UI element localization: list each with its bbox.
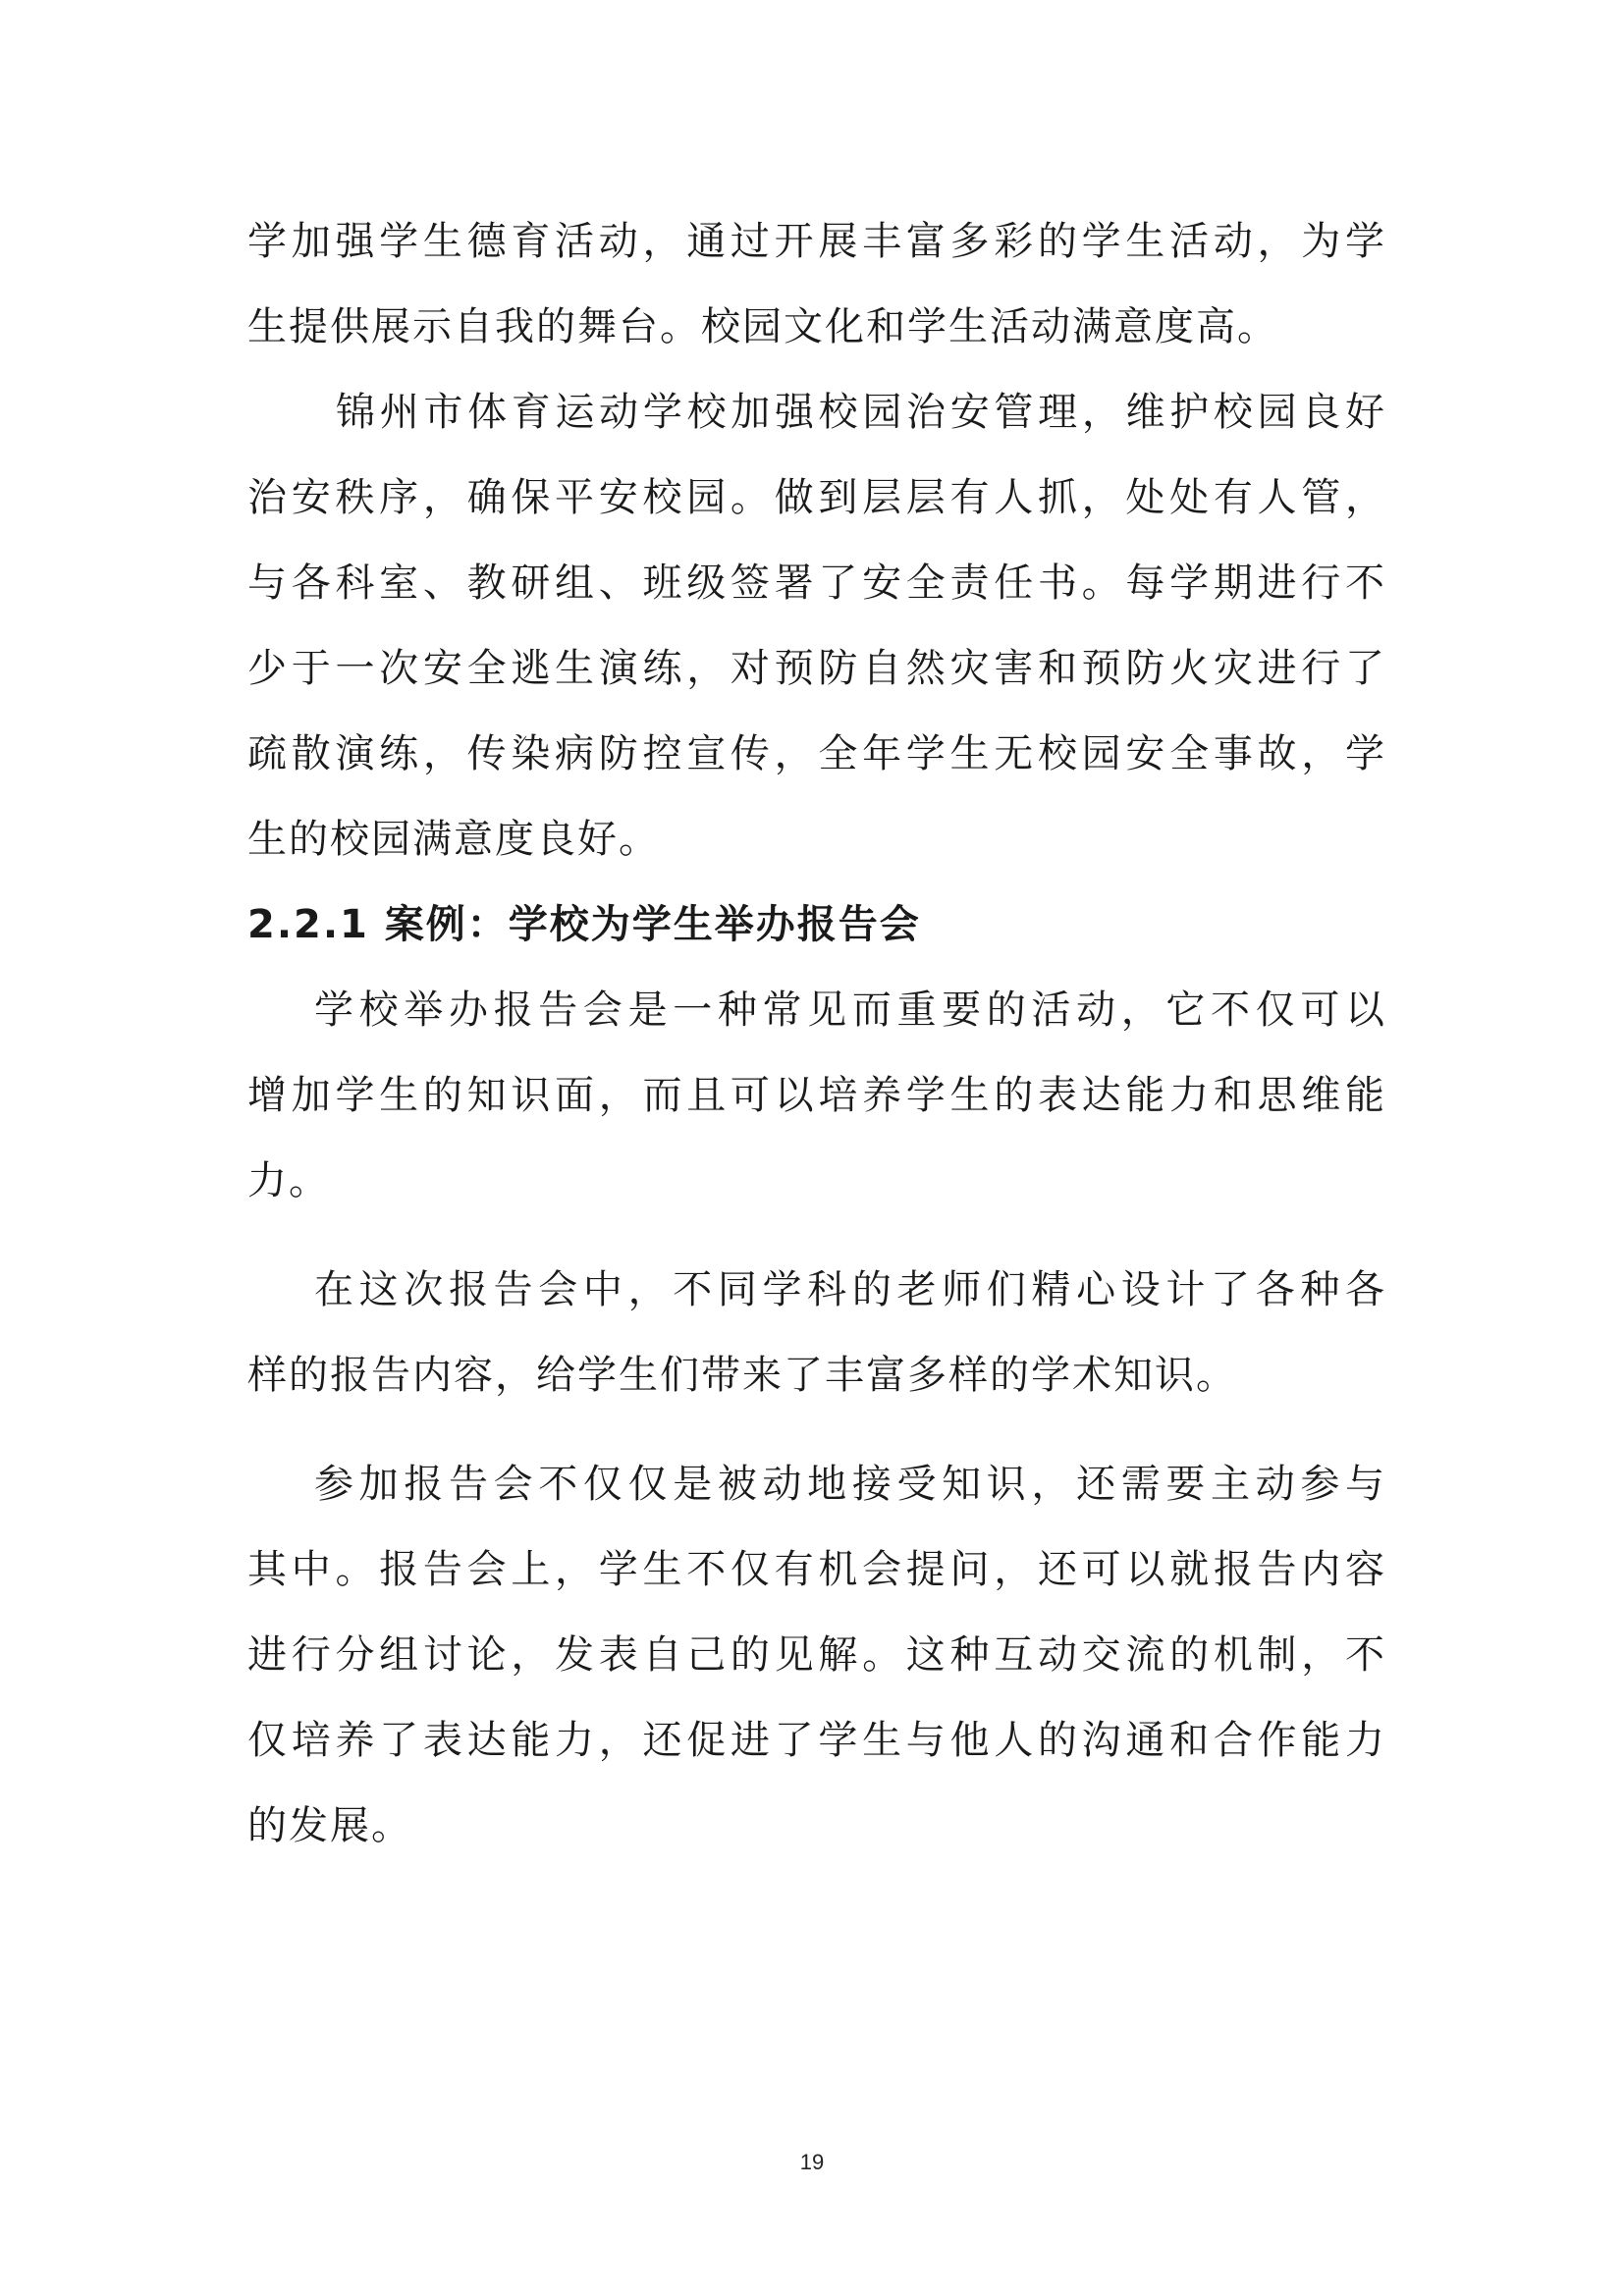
paragraph-5-line-2: 其中。报告会上，学生不仅有机会提问，还可以就报告内容 (247, 1547, 1386, 1592)
paragraph-3-line-1: 学校举办报告会是一种常见而重要的活动，它不仅可以 (314, 988, 1386, 1033)
paragraph-3-line-2: 增加学生的知识面，而且可以培养学生的表达能力和思维能 (247, 1073, 1386, 1118)
paragraph-2-line-4: 少于一次安全逃生演练，对预防自然灾害和预防火灾进行了 (247, 646, 1386, 691)
paragraph-2-line-1: 锦州市体育运动学校加强校园治安管理，维护校园良好 (336, 390, 1386, 435)
paragraph-2-line-6: 生的校园满意度良好。 (247, 817, 660, 862)
paragraph-5-line-1: 参加报告会不仅仅是被动地接受知识，还需要主动参与 (314, 1462, 1386, 1507)
paragraph-2-line-5: 疏散演练，传染病防控宣传，全年学生无校园安全事故，学 (247, 731, 1386, 776)
paragraph-1-line-2: 生提供展示自我的舞台。校园文化和学生活动满意度高。 (247, 304, 1278, 349)
paragraph-3-line-3: 力。 (247, 1158, 330, 1203)
paragraph-1-line-1: 学加强学生德育活动，通过开展丰富多彩的学生活动，为学 (247, 219, 1386, 264)
paragraph-4-line-1: 在这次报告会中，不同学科的老师们精心设计了各种各 (314, 1267, 1386, 1312)
paragraph-2-line-3: 与各科室、教研组、班级签署了安全责任书。每学期进行不 (247, 561, 1386, 606)
paragraph-5-line-3: 进行分组讨论，发表自己的见解。这种互动交流的机制，不 (247, 1632, 1386, 1678)
paragraph-2-line-2: 治安秩序，确保平安校园。做到层层有人抓，处处有人管， (247, 475, 1386, 520)
section-heading: 2.2.1 案例：学校为学生举办报告会 (247, 902, 921, 947)
paragraph-4-line-2: 样的报告内容，给学生们带来了丰富多样的学术知识。 (247, 1353, 1237, 1398)
paragraph-5-line-5: 的发展。 (247, 1803, 412, 1848)
page-number: 19 (799, 2150, 825, 2174)
paragraph-5-line-4: 仅培养了表达能力，还促进了学生与他人的沟通和合作能力 (247, 1718, 1386, 1763)
